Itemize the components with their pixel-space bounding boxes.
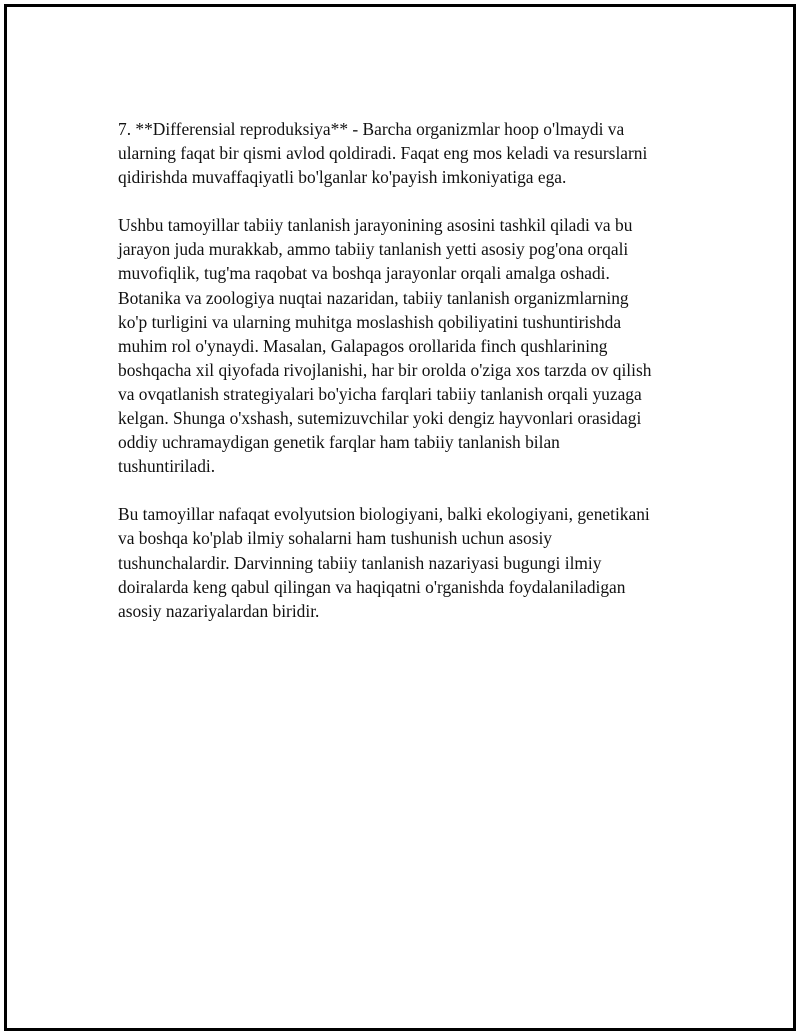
- text-line: jarayon juda murakkab, ammo tabiiy tanlanish yetti asosiy pog'ona orqali: [118, 239, 629, 260]
- text-line: va boshqa ko'plab ilmiy sohalarni ham tushunish uchun asosiy: [118, 528, 552, 549]
- paragraph-differential-reproduction: [118, 117, 698, 189]
- text-line: muvofiqlik, tug'ma raqobat va boshqa jarayonlar orqali amalga oshadi.: [118, 263, 610, 284]
- document-body: [118, 117, 698, 647]
- text-line: Ushbu tamoyillar tabiiy tanlanish jarayonining asosini tashkil qiladi va bu: [118, 215, 633, 236]
- paragraph-conclusion: [118, 502, 698, 622]
- text-line: va ovqatlanish strategiyalari bo'yicha farqlari tabiiy tanlanish orqali yuzaga: [118, 383, 642, 404]
- text-line: kelgan. Shunga o'xshash, sutemizuvchilar yoki dengiz hayvonlari orasidagi: [118, 408, 642, 429]
- text-line: Bu tamoyillar nafaqat evolyutsion biologiyani, balki ekologiyani, genetikani: [118, 504, 650, 525]
- text-line: 7. **Differensial reproduksiya** - Barcha organizmlar hoop o'lmaydi va: [118, 119, 625, 139]
- text-line: tushunchalardir. Darvinning tabiiy tanlanish nazariyasi bugungi ilmiy: [118, 552, 602, 573]
- text-line: asosiy nazariyalardan biridir.: [118, 600, 320, 621]
- text-line: ularning faqat bir qismi avlod qoldiradi. Faqat eng mos keladi va resurslarni: [118, 143, 648, 164]
- text-line: Botanika va zoologiya nuqtai nazaridan, tabiiy tanlanish organizmlarning: [118, 287, 629, 308]
- text-line: boshqacha xil qiyofada rivojlanishi, har bir orolda o'ziga xos tarzda ov qilish: [118, 359, 652, 380]
- text-line: qidirishda muvaffaqiyatli bo'lganlar ko'payish imkoniyatiga ega.: [118, 167, 567, 188]
- paragraph-principles: [118, 213, 698, 478]
- text-line: ko'p turligini va ularning muhitga moslashish qobiliyatini tushuntirishda: [118, 311, 622, 332]
- text-line: tushuntiriladi.: [118, 456, 216, 477]
- text-line: doiralarda keng qabul qilingan va haqiqatni o'rganishda foydalaniladigan: [118, 576, 626, 597]
- text-line: muhim rol o'ynaydi. Masalan, Galapagos orollarida finch qushlarining: [118, 335, 608, 356]
- text-line: oddiy uchramaydigan genetik farqlar ham tabiiy tanlanish bilan: [118, 432, 560, 453]
